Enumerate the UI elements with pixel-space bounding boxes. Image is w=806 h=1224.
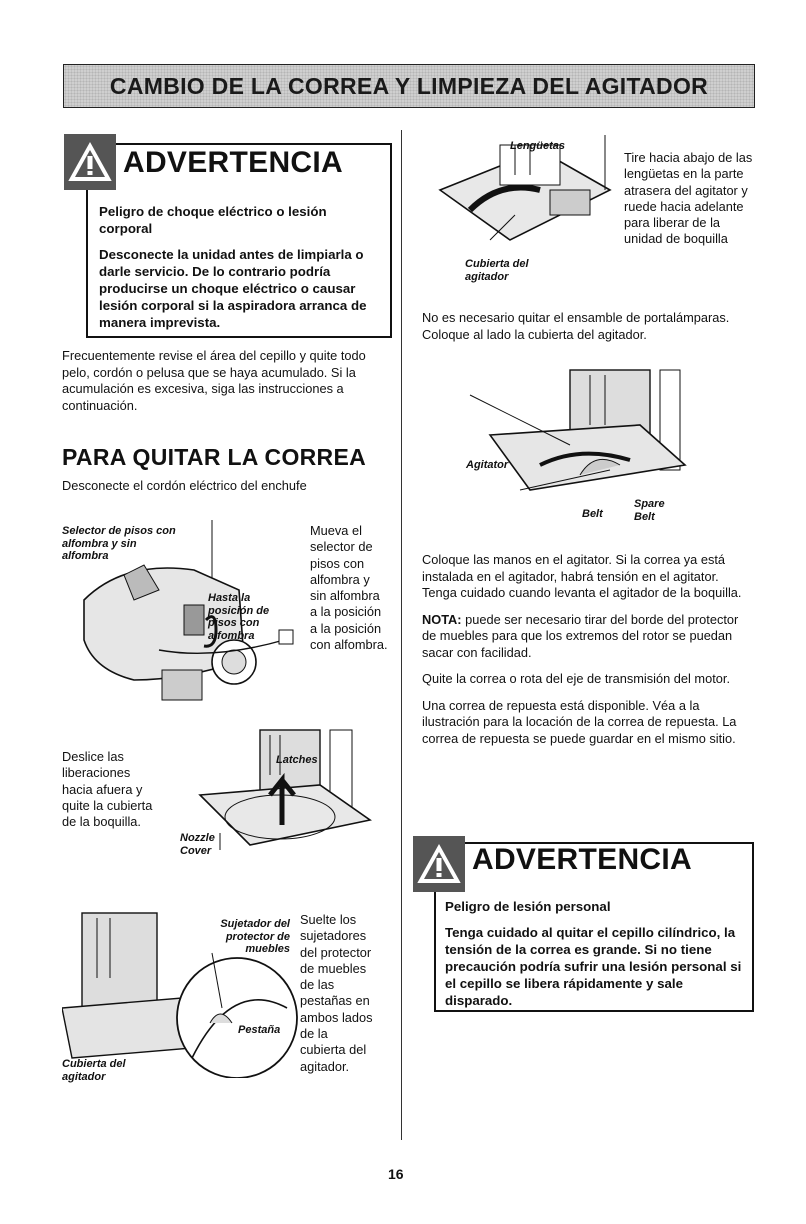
label-cubierta-agitador-1: Cubierta del agitador bbox=[62, 1058, 126, 1083]
label-floor-selector: Selector de pisos con alfombra y sin alfombra bbox=[62, 525, 176, 562]
warning-hazard-1: Peligro de choque eléctrico o lesión corporal bbox=[99, 204, 327, 236]
label-agitator: Agitator bbox=[466, 459, 509, 471]
fig4-side-text: Tire hacia abajo de las lengüetas en la parte atrasera del agitator y ruede hacia adelante para liberar de la unidad de boquilla bbox=[624, 150, 753, 247]
nota-label: NOTA: bbox=[422, 611, 462, 627]
fig2-side-text: Deslice las liberaciones hacia afuera y quite la cubierta de la boquilla. bbox=[62, 749, 153, 830]
fig3-side-text: Suelte los sujetadores del protector de muebles de las pestañas en ambos lados de la cubierta del agitador. bbox=[300, 912, 373, 1074]
warning-triangle-icon-2 bbox=[413, 836, 465, 892]
warning-heading-2: ADVERTENCIA bbox=[472, 843, 692, 876]
warning-text-2 bbox=[445, 898, 745, 1018]
paragraph-repuesta: Una correa de repuesta está disponible. Véa a la ilustración para la locación de la correa de repuesta. La correa de repuesta se puede guardar en el mismo sitio. bbox=[422, 697, 737, 746]
fig1-side-text: Mueva el selector de pisos con alfombra y sin alfombra a la posición a la posición con alfombra. bbox=[310, 523, 388, 653]
paragraph-manos: Coloque las manos en el agitator. Si la correa ya está instalada en el agitador, habrá tensión en el agitator. Tenga cuidado cuando levanta el agitador de la boquilla. bbox=[422, 552, 742, 600]
label-nozzle-cover: Nozzle Cover bbox=[180, 832, 215, 857]
nota-text: puede ser necesario tirar del borde del protector de muebles para que los extremos del rotor se puedan sacar con facilidad. bbox=[422, 611, 739, 660]
intro-paragraph bbox=[62, 348, 394, 424]
label-belt: Belt bbox=[582, 508, 603, 520]
label-cubierta-agitador-2: Cubierta del agitador bbox=[465, 258, 529, 283]
column-divider bbox=[401, 130, 402, 1140]
warning-instruction-1: Desconecte la unidad antes de limpiarla o darle servicio. De lo contrario podría producirse un choque eléctrico o causar lesión corporal si la aspiradora arranca de manera imprevista. bbox=[99, 247, 367, 330]
label-pestana: Pestaña bbox=[238, 1024, 281, 1036]
warning-text-1 bbox=[99, 203, 379, 340]
section-heading: PARA QUITAR LA CORREA bbox=[62, 444, 367, 470]
label-lenguetas: Lengüetas bbox=[510, 140, 566, 152]
paragraph-quite: Quite la correa o rota del eje de transmisión del motor. bbox=[422, 671, 730, 686]
warning-hazard-2: Peligro de lesión personal bbox=[445, 899, 611, 914]
page-title-bar bbox=[63, 64, 755, 108]
label-latches: Latches bbox=[276, 754, 318, 766]
warning-triangle-icon bbox=[64, 134, 116, 190]
page-number: 16 bbox=[388, 1166, 404, 1182]
paragraph-nota bbox=[422, 612, 756, 662]
warning-instruction-2: Tenga cuidado al quitar el cepillo cilíndrico, la tensión de la correa es grande. Si no tiene precaución podría sufrir una lesión personal si el cepillo se libera rápidamente y sale disparado. bbox=[445, 925, 742, 1008]
intro-text: Frecuentemente revise el área del cepillo y quite todo pelo, cordón o pelusa que se haya acumulado. Si la acumulación es excesiva, siga las instrucciones a continuación. bbox=[62, 348, 366, 413]
page-title: CAMBIO DE LA CORREA Y LIMPIEZA DEL AGITADOR bbox=[109, 72, 709, 99]
label-spare-belt: Spare Belt bbox=[634, 498, 665, 523]
label-sujetador: Sujetador del protector de muebles bbox=[220, 918, 290, 955]
unplug-text: Desconecte el cordón eléctrico del enchufe bbox=[62, 478, 307, 493]
right-column-text bbox=[422, 552, 756, 757]
paragraph-portalamparas: No es necesario quitar el ensamble de portalámparas. Coloque al lado la cubierta del agitador. bbox=[422, 310, 730, 342]
warning-heading-1: ADVERTENCIA bbox=[123, 146, 343, 179]
label-carpet-position: Hasta la posición de pisos con alfombra bbox=[208, 592, 270, 642]
